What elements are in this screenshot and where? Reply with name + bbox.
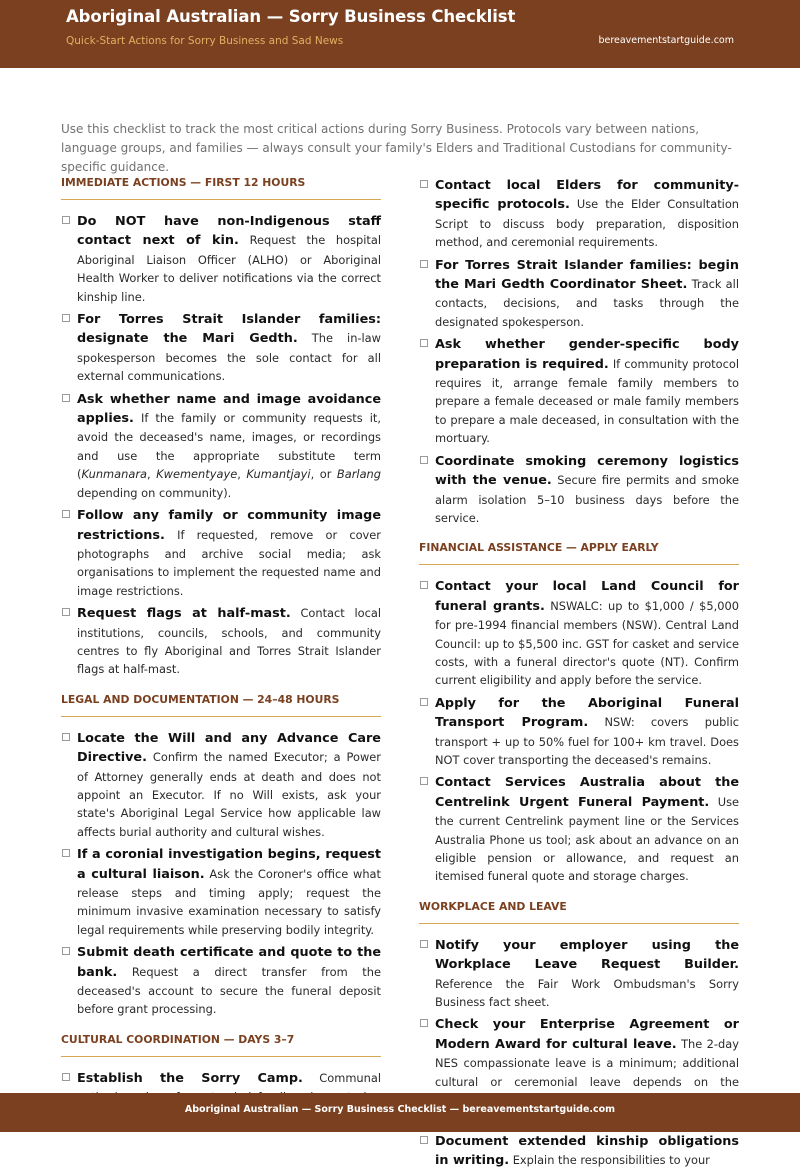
substitute-term: Kwementyaye	[156, 467, 238, 482]
item-lead: Submit death certificate and quote to the bank.	[77, 945, 381, 980]
site-url: bereavementstartguide.com	[598, 35, 734, 46]
checklist-item	[61, 943, 381, 1019]
checkbox[interactable]	[62, 394, 70, 402]
substitute-term: Kunmanara	[81, 467, 147, 482]
item-lead: For Torres Strait Islander families: designate the Mari Gedth.	[77, 312, 381, 347]
checkbox[interactable]	[420, 180, 428, 188]
item-lead: Establish the Sorry Camp.	[77, 1070, 303, 1086]
checklist-item	[419, 936, 739, 1012]
page-header	[0, 0, 800, 68]
left-column	[61, 176, 381, 1129]
section-heading-workplace: WORKPLACE AND LEAVE	[419, 900, 739, 924]
checkbox[interactable]	[420, 339, 428, 347]
item-lead: Document extended kinship obligations in writing.	[435, 1133, 739, 1169]
right-column	[419, 176, 739, 1175]
section-heading-financial: FINANCIAL ASSISTANCE — APPLY EARLY	[419, 541, 739, 565]
item-lead: If a coronial investigation begins, request a cultural liaison.	[77, 847, 381, 882]
item-text: NSWALC: up to $1,000 / $5,000 for pre-1994 financial members (NSW). Central Land Council: up to $5,500 inc. GST for casket and service costs, with a funeral director's quote (NT). Confirm current eligibility and apply before the service.	[435, 598, 740, 688]
item-text: If community protocol requires it, arrange female family members to prepare a female deceased or male family members to prepare a male deceased, in consultation with the mortuary.	[435, 356, 739, 446]
section-heading-cultural: CULTURAL COORDINATION — DAYS 3–7	[61, 1033, 381, 1057]
item-lead: Notify your employer using the Workplace Leave Request Builder.	[435, 937, 739, 973]
item-lead: Contact local Elders for community-specific protocols.	[435, 178, 739, 213]
substitute-term: Kumantjayi	[246, 467, 311, 482]
checkbox[interactable]	[420, 1019, 428, 1027]
item-lead: Do NOT have non-Indigenous staff contact next of kin.	[77, 214, 381, 249]
item-text: Request a direct transfer from the deceased's account to secure the funeral deposit before grant processing.	[77, 964, 381, 1017]
checklist-item	[61, 729, 381, 841]
item-lead: Check your Enterprise Agreement or Modern Award for cultural leave.	[435, 1017, 739, 1052]
checklist-item	[61, 310, 381, 386]
item-lead: Request flags at half-mast.	[77, 606, 291, 622]
item-text: The 2-day NES compassionate leave is a minimum; additional cultural or ceremonial leave depends on the	[435, 1036, 739, 1089]
checkbox[interactable]	[420, 456, 428, 464]
checklist-item	[61, 506, 381, 600]
item-text: Secure fire permits and smoke alarm isolation 5–10 business days before the service.	[435, 473, 739, 525]
checkbox[interactable]	[420, 777, 428, 785]
page-footer	[0, 1093, 800, 1132]
document-title: Aboriginal Australian — Sorry Business Checklist	[66, 7, 516, 26]
item-text: Communal	[319, 1070, 381, 1085]
section-heading-immediate: IMMEDIATE ACTIONS — FIRST 12 HOURS	[61, 176, 381, 200]
item-lead: Coordinate smoking ceremony logistics with the venue.	[435, 453, 739, 489]
checklist-item	[61, 845, 381, 939]
checklist-item: Ask whether name and image avoidance applies. If the family or community requests it, avoid the deceased's name, images, or recordings and use the appropriate substitute term (Kunmanara, Kwementyaye, Kumantjayi, or Barlang depending on community).	[61, 390, 381, 502]
checkbox[interactable]	[62, 216, 70, 224]
checklist-item	[419, 335, 739, 447]
document-subtitle: Quick-Start Actions for Sorry Business and Sad News	[66, 35, 344, 47]
item-lead: For Torres Strait Islander families: begin the Mari Gedth Coordinator Sheet.	[435, 257, 739, 293]
checklist-item	[61, 212, 381, 306]
checklist-item	[419, 452, 739, 528]
checkbox[interactable]	[62, 1073, 70, 1081]
checkbox[interactable]	[62, 314, 70, 322]
substitute-term: Barlang	[336, 467, 381, 482]
item-text: NSW: covers public transport + up to 50% fuel for 100+ km travel. Does NOT cover transporting the deceased's remains.	[435, 715, 739, 767]
item-lead: Locate the Will and any Advance Care Directive.	[77, 730, 381, 766]
checklist-item	[419, 176, 739, 252]
checklist-item	[419, 577, 739, 689]
checklist-item	[419, 694, 739, 770]
item-text: If requested, remove or cover photographs and archive social media; ask organisations to implement the requested name and image restrictions.	[77, 527, 381, 598]
checkbox[interactable]	[420, 260, 428, 268]
footer-text: Aboriginal Australian — Sorry Business Checklist — bereavementstartguide.com	[184, 1104, 616, 1115]
checkbox[interactable]	[62, 849, 70, 857]
item-lead: Contact your local Land Council for funeral grants.	[435, 579, 739, 614]
checkbox[interactable]	[420, 1136, 428, 1144]
item-lead: Ask whether name and image avoidance applies.	[77, 391, 381, 427]
item-text: Use the current Centrelink payment line or the Services Australia Phone us tool; ask about an advance on an eligible pension or allowance, and request an itemised funeral quote and storage charges.	[435, 794, 740, 884]
checkbox[interactable]	[420, 581, 428, 589]
item-text: Ask the Coroner's office what release steps and timing apply; request the minimum invasive examination necessary to satisfy legal requirements while preserving bodily integrity.	[77, 866, 381, 937]
checkbox[interactable]	[62, 510, 70, 518]
item-text: Reference the Fair Work Ombudsman's Sorry Business fact sheet.	[435, 976, 739, 1010]
item-lead: Apply for the Aboriginal Funeral Transport Program.	[435, 695, 739, 731]
item-lead: Contact Services Australia about the Centrelink Urgent Funeral Payment.	[435, 775, 739, 810]
item-text: If the family or community requests it, avoid the deceased's name, images, or recordings and use the appropriate substitute term (	[77, 411, 381, 482]
checklist-item	[61, 604, 381, 679]
checklist-item	[419, 1132, 739, 1171]
intro-paragraph: Use this checklist to track the most critical actions during Sorry Business. Protocols vary between nations, language groups, and families — always consult your family's Elders and Traditional Custodians for community-specific guidance.	[61, 122, 732, 174]
checklist-item	[419, 773, 739, 885]
item-lead: Follow any family or community image restrictions.	[77, 508, 381, 543]
section-heading-legal: LEGAL AND DOCUMENTATION — 24–48 HOURS	[61, 693, 381, 717]
item-text: Request the hospital Aboriginal Liaison Officer (ALHO) or Aboriginal Health Worker to deliver notifications via the correct kinship line.	[77, 233, 382, 304]
item-lead: Ask whether gender-specific body preparation is required.	[435, 337, 739, 372]
checklist-item	[419, 256, 739, 332]
item-text: Contact local institutions, councils, schools, and community centres to fly Aboriginal and Torres Strait Islander flags at half-mast.	[77, 606, 381, 677]
item-text: The in-law spokesperson becomes the sole contact for all external communications.	[77, 331, 381, 384]
item-text: Explain the responsibilities to your	[512, 1153, 710, 1168]
item-text: Confirm the named Executor; a Power of Attorney generally ends at death and does not appoint an Executor. If no Will exists, ask your state's Aboriginal Legal Service how applicable law affects burial authority and cultural wishes.	[77, 750, 381, 839]
checkbox[interactable]	[62, 733, 70, 741]
item-text: Use the Elder Consultation Script to discuss body preparation, disposition method, and ceremonial requirements.	[435, 197, 740, 250]
item-text: Track all contacts, decisions, and tasks through the designated spokesperson.	[435, 277, 739, 329]
checkbox[interactable]	[62, 947, 70, 955]
checkbox[interactable]	[62, 608, 70, 616]
checkbox[interactable]	[420, 940, 428, 948]
checkbox[interactable]	[420, 698, 428, 706]
